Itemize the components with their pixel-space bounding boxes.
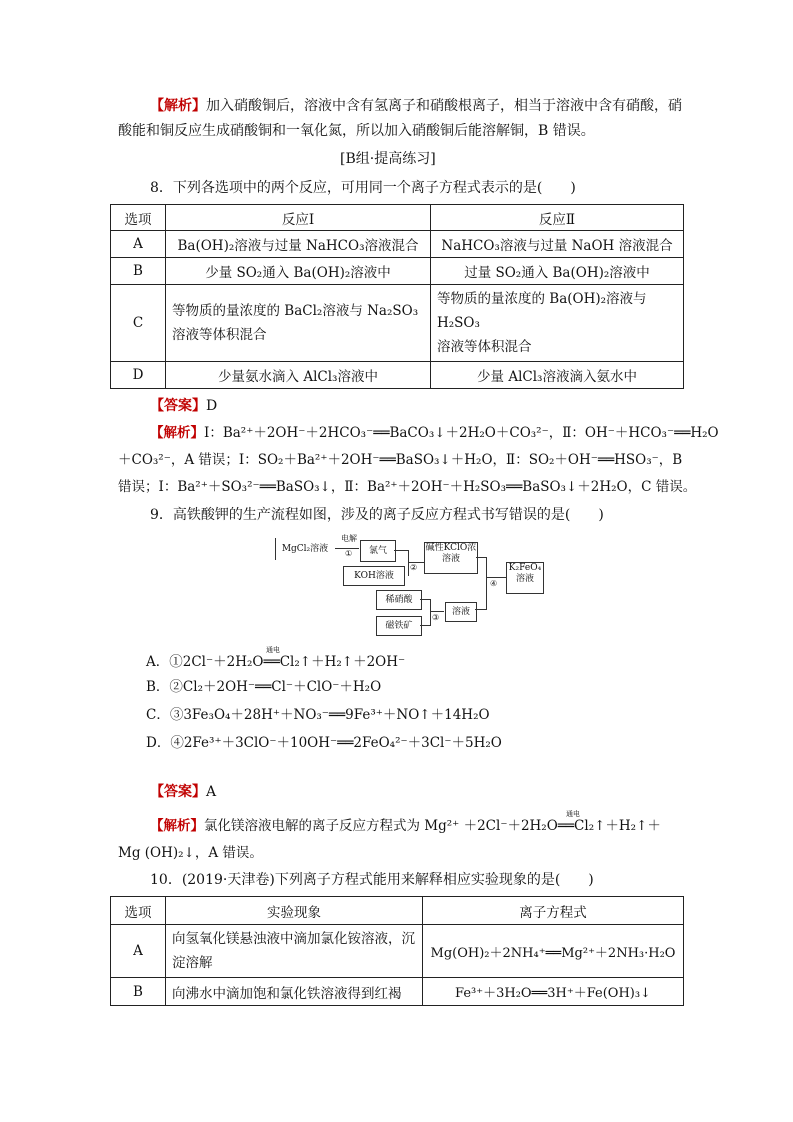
q9-stem: 9．高铁酸钾的生产流程如图，涉及的离子反应方程式书写错误的是( ) xyxy=(150,507,604,523)
flow-arrow xyxy=(486,577,506,578)
table-row: B 向沸水中滴加饱和氯化铁溶液得到红褐 Fe³⁺＋3H₂O══3H⁺＋Fe(OH)₃↓ xyxy=(111,978,684,1006)
q8-table xyxy=(110,204,684,389)
flow-arrow xyxy=(430,599,431,626)
flow-electrolysis-label: 电解 xyxy=(341,534,357,543)
q10-header-option: 选项 xyxy=(111,897,166,925)
flow-step2-label: ② xyxy=(410,563,418,572)
flow-step3-label: ③ xyxy=(432,613,440,622)
flow-arrow xyxy=(430,611,444,612)
flow-arrow xyxy=(420,625,430,626)
q10-stem: 10．(2019·天津卷)下列离子方程式能用来解释相应实验现象的是( ) xyxy=(150,872,594,888)
flow-mgcl2: MgCl₂溶液 xyxy=(275,538,334,560)
flow-solution: 溶液 xyxy=(445,602,477,622)
q9-answer: 【答案】A xyxy=(150,784,217,800)
flow-magnetite: 磁铁矿 xyxy=(376,616,422,636)
flow-arrow xyxy=(394,550,408,551)
q8-header-r2: 反应Ⅱ xyxy=(431,205,684,231)
q8-stem: 8．下列各选项中的两个反应，可用同一个离子方程式表示的是( ) xyxy=(150,180,576,196)
q9-analysis-condition: 通电 xyxy=(566,810,580,818)
q10-header-equation: 离子方程式 xyxy=(423,897,684,925)
q9-analysis-line2: Mg (OH)₂↓，A 错误。 xyxy=(118,845,263,861)
q8-answer: 【答案】D xyxy=(150,398,218,414)
q10-header-phenomenon: 实验现象 xyxy=(166,897,423,925)
table-row: A Ba(OH)₂溶液与过量 NaHCO₃溶液混合 NaHCO₃溶液与过量 NaOH 溶液混合 xyxy=(111,231,684,258)
q9-analysis-line1: 【解析】氯化镁溶液电解的离子反应方程式为 Mg²⁺ ＋2Cl⁻＋2H₂O══Cl₂↑＋H₂↑＋ xyxy=(150,818,661,834)
q9-option-c: C．③3Fe₃O₄＋28H⁺＋NO₃⁻══9Fe³⁺＋NO↑＋14H₂O xyxy=(146,707,490,723)
flow-hno3: 稀硝酸 xyxy=(376,590,422,610)
flow-arrow xyxy=(408,550,409,576)
q9-option-b: B．②Cl₂＋2OH⁻══Cl⁻＋ClO⁻＋H₂O xyxy=(146,679,382,695)
flow-step4-label: ④ xyxy=(490,579,498,588)
flow-arrow xyxy=(335,548,359,549)
q8-analysis-line1: 【解析】Ⅰ：Ba²⁺＋2OH⁻＋2HCO₃⁻══BaCO₃↓＋2H₂O＋CO₃²⁻，Ⅱ：OH⁻＋HCO₃⁻══H₂O xyxy=(150,425,719,441)
section-title: [B组·提高练习] xyxy=(340,151,436,167)
flow-arrow xyxy=(475,609,487,610)
flow-arrow xyxy=(420,599,430,600)
q9-option-d: D．④2Fe³⁺＋3ClO⁻＋10OH⁻══2FeO₄²⁻＋3Cl⁻＋5H₂O xyxy=(146,735,502,751)
q8-analysis-line3: 错误；Ⅰ：Ba²⁺＋SO₃²⁻══BaSO₃↓，Ⅱ：Ba²⁺＋2OH⁻＋H₂SO₃══BaSO₃↓＋2H₂O，C 错误。 xyxy=(118,479,697,495)
flow-arrow xyxy=(476,557,486,558)
flow-chlorine: 氯气 xyxy=(360,540,396,562)
flow-kclo: 碱性KClO浓溶液 xyxy=(424,542,478,574)
q8-analysis-line2: ＋CO₃²⁻，A 错误；Ⅰ：SO₂＋Ba²⁺＋2OH⁻══BaSO₃↓＋H₂O，Ⅱ：SO₂＋OH⁻══HSO₃⁻，B xyxy=(118,452,683,468)
q10-table xyxy=(110,896,684,1006)
flow-k2feo4: K₂FeO₄溶液 xyxy=(506,562,544,594)
q7-analysis-line1: 【解析】加入硝酸铜后，溶液中含有氢离子和硝酸根离子，相当于溶液中含有硝酸，硝 xyxy=(150,98,682,114)
flow-arrow xyxy=(486,557,487,609)
q8-header-r1: 反应Ⅰ xyxy=(166,205,431,231)
analysis-tag: 【解析】 xyxy=(150,98,206,114)
q8-header-option: 选项 xyxy=(111,205,166,231)
q7-analysis-line2: 酸能和铜反应生成硝酸铜和一氧化氮，所以加入硝酸铜后能溶解铜，B 错误。 xyxy=(118,123,595,139)
table-row: B 少量 SO₂通入 Ba(OH)₂溶液中 过量 SO₂通入 Ba(OH)₂溶液中 xyxy=(111,258,684,285)
table-row: D 少量氨水滴入 AlCl₃溶液中 少量 AlCl₃溶液滴入氨水中 xyxy=(111,362,684,389)
flow-step1-label: ① xyxy=(345,549,353,558)
q9-option-a: A．①2Cl⁻＋2H₂O══Cl₂↑＋H₂↑＋2OH⁻ xyxy=(146,654,406,670)
table-row: A 向氢氧化镁悬浊液中滴加氯化铵溶液，沉 淀溶解 Mg(OH)₂＋2NH₄⁺══Mg²⁺＋2NH₃·H₂O xyxy=(111,925,684,978)
q9-option-a-condition: 通电 xyxy=(266,646,280,654)
table-row: C 等物质的量浓度的 BaCl₂溶液与 Na₂SO₃ 溶液等体积混合 等物质的量浓度的 Ba(OH)₂溶液与 H₂SO₃ 溶液等体积混合 xyxy=(111,285,684,362)
flow-koh: KOH溶液 xyxy=(343,566,405,586)
